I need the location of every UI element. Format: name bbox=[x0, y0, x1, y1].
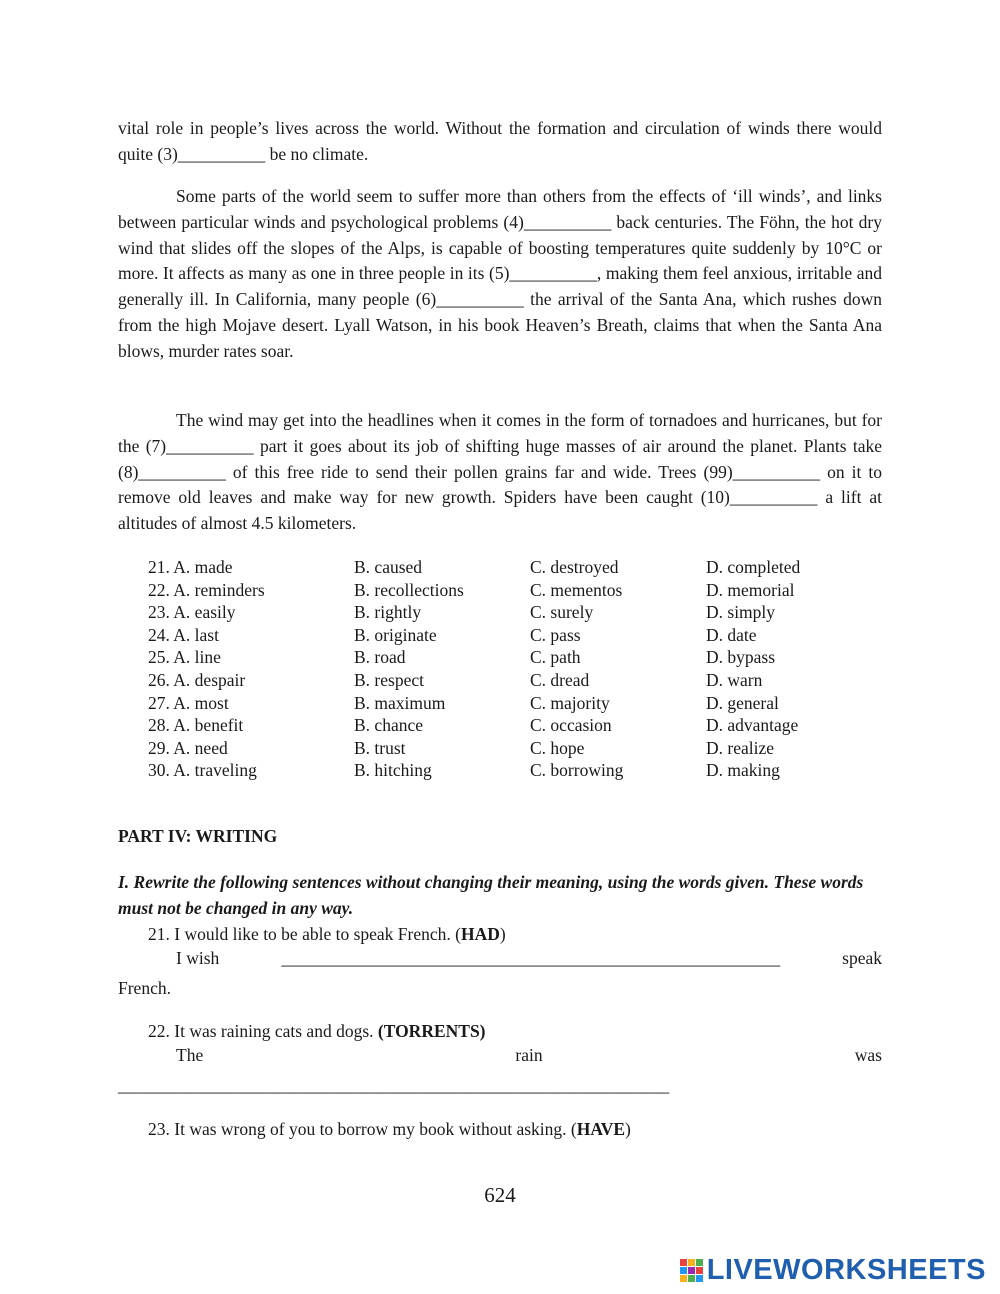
logo-grid-icon bbox=[680, 1259, 703, 1282]
option-d: D. realize bbox=[706, 737, 775, 758]
option-d: D. advantage bbox=[706, 715, 799, 736]
option-c: C. surely bbox=[530, 602, 594, 623]
logo-text: LIVEWORKSHEETS bbox=[706, 1254, 986, 1286]
answer-word: was bbox=[854, 1045, 882, 1065]
question-text: 21. I would like to be able to speak French. ( bbox=[148, 924, 461, 944]
page-number: 624 bbox=[484, 1183, 516, 1207]
option-row bbox=[148, 624, 906, 647]
option-row bbox=[148, 737, 906, 760]
option-b: B. hitching bbox=[354, 760, 432, 781]
question-23 bbox=[148, 1116, 631, 1142]
option-row bbox=[148, 714, 906, 737]
answer-start: I wish bbox=[176, 948, 220, 968]
option-c: C. borrowing bbox=[530, 760, 624, 781]
answer-tail: French. bbox=[118, 978, 171, 998]
answer-word: rain bbox=[515, 1045, 543, 1065]
answer-blank[interactable]: _________________________________________________________ bbox=[281, 948, 781, 968]
option-a: 24. A. last bbox=[148, 624, 219, 645]
option-c: C. destroyed bbox=[530, 557, 619, 577]
option-b: B. respect bbox=[354, 669, 424, 690]
option-a: 30. A. traveling bbox=[148, 760, 257, 781]
instruction-text: I. Rewrite the following sentences without changing their meaning, using the words given. These words must not be changed in any way. bbox=[118, 872, 864, 918]
option-d: D. date bbox=[706, 624, 757, 645]
option-d: D. warn bbox=[706, 669, 763, 690]
question-close: ) bbox=[625, 1119, 631, 1139]
option-a: 23. A. easily bbox=[148, 602, 236, 623]
answer-line-22 bbox=[118, 1045, 882, 1066]
option-b: B. rightly bbox=[354, 602, 422, 623]
option-b: B. chance bbox=[354, 715, 423, 736]
option-a: 29. A. need bbox=[148, 737, 228, 758]
option-row bbox=[148, 692, 906, 715]
option-d: D. making bbox=[706, 760, 780, 781]
question-close: ) bbox=[499, 924, 506, 944]
answer-end: speak bbox=[842, 948, 882, 968]
question-21 bbox=[148, 921, 506, 947]
section-heading: PART IV: WRITING bbox=[118, 826, 278, 846]
option-a: 26. A. despair bbox=[148, 669, 246, 690]
option-c: C. path bbox=[530, 647, 581, 668]
option-c: C. hope bbox=[530, 737, 585, 758]
option-b: B. caused bbox=[354, 557, 423, 577]
option-row bbox=[148, 579, 906, 602]
option-row bbox=[148, 556, 906, 579]
keyword: HAVE bbox=[576, 1119, 626, 1139]
option-c: C. occasion bbox=[530, 715, 612, 736]
question-text: 23. It was wrong of you to borrow my book without asking. ( bbox=[148, 1119, 577, 1139]
question-22 bbox=[148, 1018, 486, 1044]
option-d: D. bypass bbox=[706, 647, 776, 668]
answer-blank[interactable]: _______________________________________________________________ bbox=[118, 1075, 670, 1095]
option-b: B. trust bbox=[354, 737, 406, 758]
question-text: 22. It was raining cats and dogs. bbox=[148, 1021, 378, 1041]
option-row bbox=[148, 601, 906, 624]
option-a: 22. A. reminders bbox=[148, 579, 265, 600]
option-b: B. originate bbox=[354, 624, 437, 645]
option-a: 25. A. line bbox=[148, 647, 221, 668]
option-b: B. recollections bbox=[354, 579, 464, 600]
passage-paragraph-3: The wind may get into the headlines when it comes in the form of tornadoes and hurricanes, but for the (7)__________ part it goes about its job of shifting huge masses of air around the planet. Plants take (8)__________ of this free ride to send their pollen grains far and wide. Trees (99)__________ on it to remove old leaves and make way for new growth. Spiders have been caught (10)__________ a lift at altitudes of almost 4.5 kilometers. bbox=[118, 410, 882, 534]
option-c: C. majority bbox=[530, 692, 610, 713]
option-c: C. pass bbox=[530, 624, 581, 645]
option-c: C. dread bbox=[530, 669, 590, 690]
passage-paragraph-1: vital role in people’s lives across the world. Without the formation and circulation of winds there would quite (3)__________ be no climate. bbox=[118, 118, 882, 164]
option-b: B. maximum bbox=[354, 692, 446, 713]
options-table bbox=[148, 556, 906, 782]
option-row bbox=[148, 669, 906, 692]
keyword: HAD bbox=[460, 924, 500, 944]
option-a: 27. A. most bbox=[148, 692, 229, 713]
passage-paragraph-2: Some parts of the world seem to suffer more than others from the effects of ‘ill winds’, and links between particular winds and psychological problems (4)__________ back centuries. The Föhn, the hot dry wind that slides off the slopes of the Alps, is capable of boosting temperatures quite suddenly by 10°C or more. It affects as many as one in three people in its (5)__________, making them feel anxious, irritable and generally ill. In California, many people (6)__________ the arrival of the Santa Ana, which rushes down from the high Mojave desert. Lyall Watson, in his book Heaven’s Breath, claims that when the Santa Ana blows, murder rates soar. bbox=[118, 186, 882, 361]
option-d: D. simply bbox=[706, 602, 776, 623]
answer-line-21 bbox=[118, 948, 882, 969]
option-a: 21. A. made bbox=[148, 557, 233, 577]
option-row bbox=[148, 759, 906, 782]
option-c: C. mementos bbox=[530, 579, 623, 600]
option-d: D. general bbox=[706, 692, 779, 713]
answer-word: The bbox=[176, 1045, 204, 1065]
option-b: B. road bbox=[354, 647, 406, 668]
option-d: D. memorial bbox=[706, 579, 795, 600]
option-row bbox=[148, 646, 906, 669]
option-a: 28. A. benefit bbox=[148, 715, 244, 736]
keyword: (TORRENTS) bbox=[377, 1021, 486, 1041]
option-d: D. completed bbox=[706, 557, 801, 577]
liveworksheets-logo[interactable] bbox=[680, 1254, 986, 1287]
